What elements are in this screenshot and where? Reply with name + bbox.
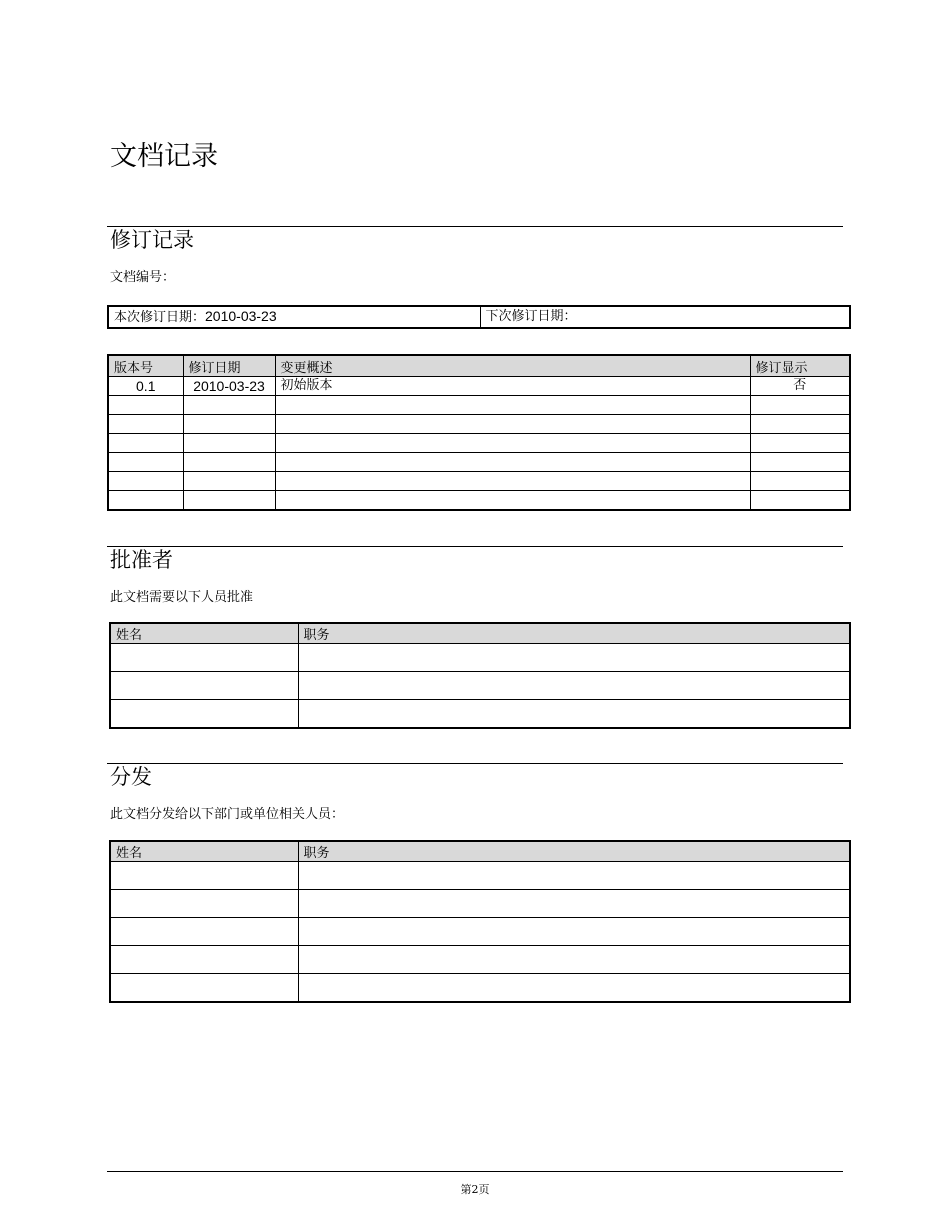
revision-heading: 修订记录 — [110, 228, 194, 252]
current-date-value: 2010-03-23 — [205, 308, 277, 324]
table-row — [108, 491, 850, 511]
approvers-heading: 批准者 — [110, 548, 173, 572]
footer-divider — [107, 1171, 843, 1172]
distribution-text: 此文档分发给以下部门或单位相关人员： — [110, 807, 345, 822]
table-cell — [183, 453, 275, 472]
table-cell — [183, 434, 275, 453]
page-title: 文档记录 — [110, 141, 218, 172]
approvers-table — [109, 622, 851, 729]
table-header-row — [110, 623, 850, 644]
table-row — [108, 453, 850, 472]
doc-number-label: 文档编号： — [110, 270, 176, 285]
approvers-text: 此文档需要以下人员批准 — [110, 590, 254, 605]
table-row — [110, 890, 850, 918]
table-cell — [298, 700, 850, 729]
distribution-table — [109, 840, 851, 1003]
table-cell — [750, 396, 850, 415]
column-header: 职务 — [298, 623, 850, 644]
revision-table — [107, 354, 851, 511]
section-divider — [107, 546, 843, 547]
table-cell — [750, 472, 850, 491]
table-cell — [183, 396, 275, 415]
table-header-row — [110, 841, 850, 862]
current-date-label: 本次修订日期： — [114, 310, 206, 325]
revision-date-cell: 2010-03-23 — [183, 377, 275, 396]
version-cell: 0.1 — [108, 377, 183, 396]
table-cell — [110, 644, 298, 672]
table-cell — [298, 672, 850, 700]
current-revision-date-cell — [108, 306, 480, 328]
table-cell — [275, 491, 750, 511]
table-cell — [275, 434, 750, 453]
section-divider — [107, 226, 843, 227]
table-row — [110, 946, 850, 974]
table-row — [110, 918, 850, 946]
table-cell — [110, 918, 298, 946]
table-cell — [108, 472, 183, 491]
table-cell — [183, 491, 275, 511]
table-row — [108, 377, 850, 396]
table-row — [110, 862, 850, 890]
table-row — [108, 472, 850, 491]
distribution-heading: 分发 — [110, 765, 152, 789]
table-cell — [275, 453, 750, 472]
table-header-row — [108, 355, 850, 377]
table-cell — [298, 862, 850, 890]
next-date-label: 下次修订日期： — [485, 309, 577, 324]
table-row — [108, 415, 850, 434]
section-divider — [107, 763, 843, 764]
table-cell — [275, 415, 750, 434]
table-row — [110, 974, 850, 1003]
table-cell — [750, 453, 850, 472]
table-cell — [275, 396, 750, 415]
table-cell — [183, 415, 275, 434]
table-cell — [110, 974, 298, 1003]
table-cell — [108, 415, 183, 434]
table-cell — [110, 890, 298, 918]
table-cell — [110, 946, 298, 974]
table-cell — [750, 415, 850, 434]
column-header: 姓名 — [110, 623, 298, 644]
table-cell — [298, 974, 850, 1003]
table-cell — [108, 396, 183, 415]
page-number: 第2页 — [460, 1183, 490, 1196]
column-header: 变更概述 — [275, 355, 750, 377]
table-row — [110, 672, 850, 700]
table-cell — [298, 918, 850, 946]
column-header: 姓名 — [110, 841, 298, 862]
table-cell — [108, 434, 183, 453]
table-cell — [108, 491, 183, 511]
table-cell — [298, 890, 850, 918]
table-cell — [298, 946, 850, 974]
table-row — [108, 434, 850, 453]
column-header: 版本号 — [108, 355, 183, 377]
revision-date-table — [107, 305, 851, 329]
table-row — [110, 700, 850, 729]
table-cell — [750, 434, 850, 453]
table-cell — [110, 862, 298, 890]
column-header: 修订日期 — [183, 355, 275, 377]
table-row — [108, 396, 850, 415]
table-cell — [183, 472, 275, 491]
change-summary-cell: 初始版本 — [275, 377, 750, 396]
table-cell — [110, 672, 298, 700]
column-header: 职务 — [298, 841, 850, 862]
table-cell — [750, 491, 850, 511]
table-cell — [108, 453, 183, 472]
show-revision-cell: 否 — [750, 377, 850, 396]
column-header: 修订显示 — [750, 355, 850, 377]
table-row — [110, 644, 850, 672]
table-cell — [110, 700, 298, 729]
next-revision-date-cell — [480, 306, 850, 328]
table-cell — [298, 644, 850, 672]
table-cell — [275, 472, 750, 491]
